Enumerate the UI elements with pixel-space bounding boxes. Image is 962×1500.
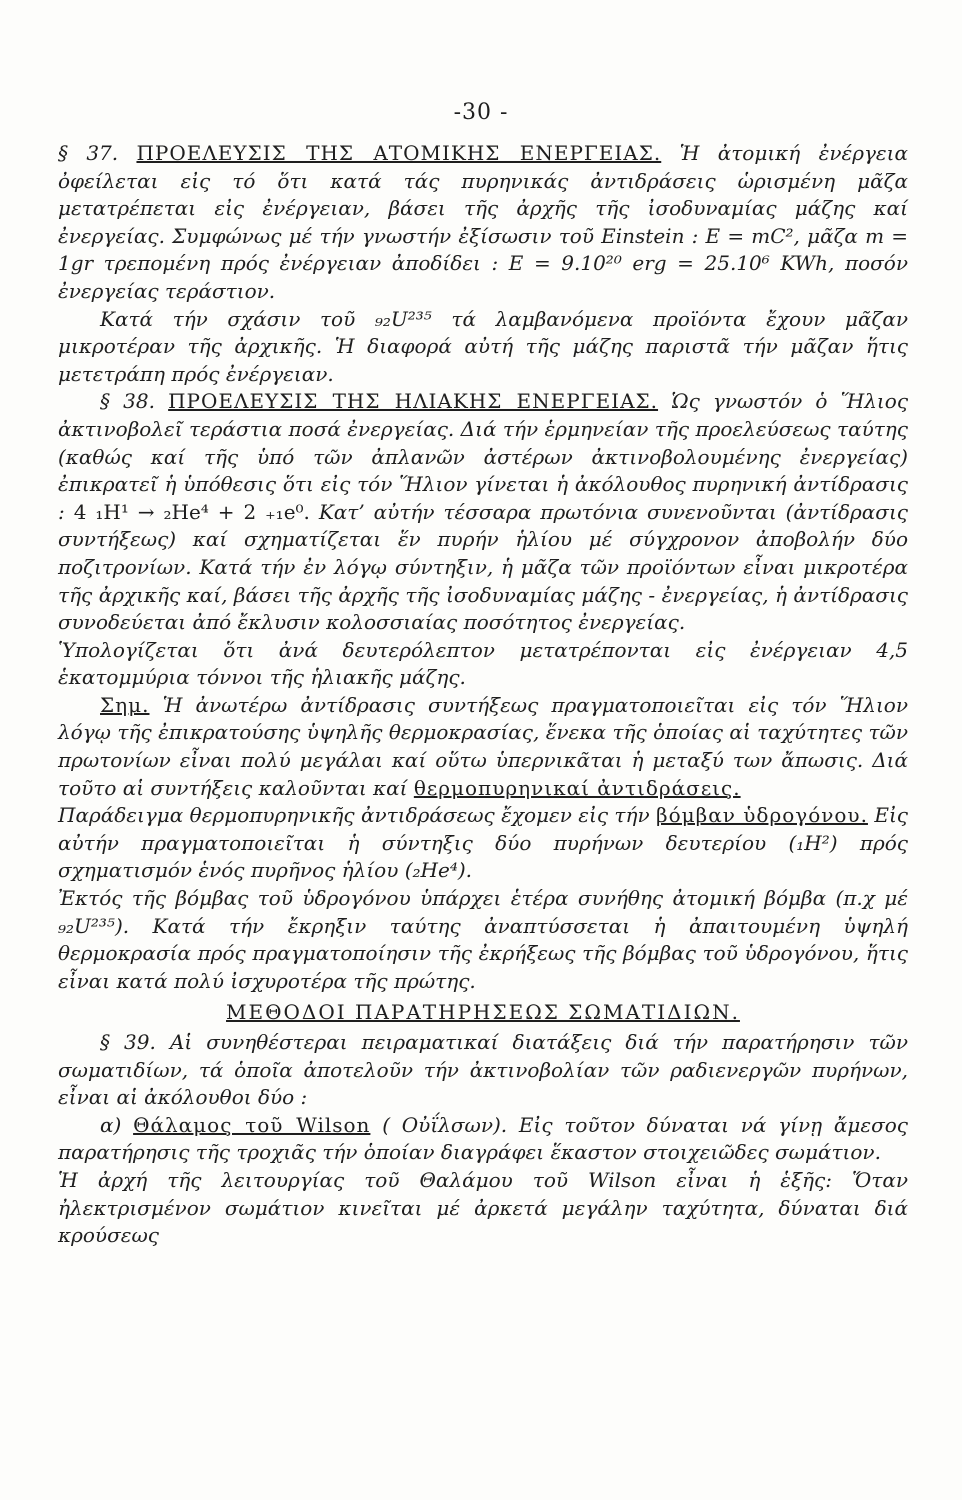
note-paragraph-4: Ἐκτός τῆς βόμβας τοῦ ὑδρογόνου ὑπάρχει ἑτέρα συνήθης ἀτομική βόμβα (π.χ μέ ₉₂U²³⁵). Κατά τήν ἔκρηξιν ταύτης ἀναπτύσσεται ἡ ἀπαιτουμένη ὑψηλή θερμοκρασία πρός πραγματοποίησιν τῆς ἐκρήξεως τῆς βόμβας τοῦ ὑδρογόνου, ἥτις εἶναι κατά πολύ ἰσχυροτέρα τῆς πρώτης. — [58, 886, 908, 993]
note-example — [58, 802, 908, 885]
section-39-item-a — [58, 1112, 908, 1167]
note-label: Σημ. — [100, 692, 150, 717]
note-paragraph-3: Εἰς αὐτήν πραγματοποιεῖται ἡ σύντηξις δύο πυρήνων δευτερίου (₁H²) πρός σχηματισμόν ἑνός πυρῆνος ἡλίου (₂He⁴). — [58, 803, 908, 883]
section-38-paragraph-1: Ὡς γνωστόν ὁ Ἥλιος ἀκτινοβολεῖ τεράστια ποσά ἐνεργείας. Διά τήν ἑρμηνείαν τῆς προελεύσεως ταύτης (καθώς καί τῆς ὑπό τῶν ἀπλανῶν ἀστέρων ἀκτινοβολουμένης ἐνεργείας) ἐπικρατεῖ ἡ ὑπόθεσις ὅτι εἰς τόν Ἥλιον γίνεται ἡ ἀκόλουθος πυρηνική ἀντίδρασις : — [58, 389, 909, 524]
item-a-label: α) — [100, 1112, 122, 1137]
section-37 — [58, 140, 908, 306]
section-39-number: § 39. — [100, 1030, 156, 1054]
section-37-paragraph-2: Κατά τήν σχάσιν τοῦ ₉₂U²³⁵ τά λαμβανόμενα προϊόντα ἔχουν μᾶζαν μικροτέραν τῆς ἀρχικῆς. Ἡ διαφορά αὐτή τῆς μάζης παριστᾶ τήν μᾶζαν ἥτις μετετράπη πρός ἐνέργειαν. — [58, 306, 908, 386]
section-37-paragraph-1: Ἡ ἀτομική ἐνέργεια ὀφείλεται εἰς τό ὅτι κατά τάς πυρηνικάς ἀντιδράσεις ὡρισμένη μᾶζα μετατρέπεται εἰς ἐνέργειαν, βάσει τῆς ἀρχῆς τῆς ἰσοδυναμίας μάζης καί ἐνεργείας. Συμφώνως μέ τήν γνωστήν ἐξίσωσιν τοῦ Einstein : E = mC², μᾶζα m = 1gr τρεπομένη πρός ἐνέργειαν ἀποδίδει : E = 9.10²⁰ erg = 25.10⁶ KWh, ποσόν ἐνεργείας τεράστιον. — [58, 141, 909, 303]
note-block — [58, 692, 908, 802]
section-38-paragraph-3: Ὑπολογίζεται ὅτι ἀνά δευτερόλεπτον μετατρέπονται εἰς ἐνέργειαν 4,5 ἑκατομμύρια τόννοι τῆς ἡλιακῆς μάζης. — [58, 637, 908, 690]
section-38-title: ΠΡΟΕΛΕΥΣΙΣ ΤΗΣ ΗΛΙΑΚΗΣ ΕΝΕΡΓΕΙΑΣ. — [168, 389, 659, 414]
page-number: -30 - — [453, 100, 509, 125]
section-38 — [58, 388, 908, 636]
note-paragraph-1: Ἡ ἀνωτέρω ἀντίδρασις συντήξεως πραγματοποιεῖται εἰς τόν Ἥλιον λόγῳ τῆς ἐπικρατούσης ὑψηλῆς θερμοκρασίας, ἕνεκα τῆς ὁποίας αἱ ταχύτητες τῶν πρωτονίων εἶναι πολύ μεγάλαι καί οὕτω ὑπερνικᾶται ἡ μεταξύ των ἄπωσις. Διά τοῦτο αἱ συντήξεις καλοῦνται καί — [58, 692, 908, 800]
note-term: θερμοπυρηνικαί ἀντιδράσεις. — [413, 775, 741, 800]
page-text — [58, 140, 908, 1250]
section-39 — [58, 1029, 908, 1112]
note-paragraph-2: Παράδειγμα θερμοπυρηνικῆς ἀντιδράσεως ἔχομεν εἰς τήν — [58, 803, 650, 828]
section-37-number: § 37. — [58, 141, 119, 165]
item-a-alt-name: ( Οὐΐλσων). — [382, 1112, 508, 1137]
note-bomb-term: βόμβαν ὑδρογόνου. — [656, 803, 868, 828]
section-39-paragraph-1: Αἱ συνηθέστεραι πειραματικαί διατάξεις διά τήν παρατήρησιν τῶν σωματιδίων, τά ὁποῖα ἀποτελοῦν τήν ἀκτινοβολίαν τῶν ραδιενεργῶν πυρήνων, εἶναι αἱ ἀκόλουθοι δύο : — [58, 1030, 908, 1110]
item-a-title: Θάλαμος τοῦ Wilson — [133, 1112, 371, 1137]
section-37-title: ΠΡΟΕΛΕΥΣΙΣ ΤΗΣ ΑΤΟΜΙΚΗΣ ΕΝΕΡΓΕΙΑΣ. — [136, 141, 662, 165]
item-a-body: Εἰς τοῦτον δύναται νά γίνῃ ἄμεσος παρατήρησις τῆς τροχιᾶς τήν ὁποίαν διαγράφει ἕκαστον στοιχειῶδες σωμάτιον. — [58, 1112, 908, 1165]
methods-heading: ΜΕΘΟΔΟΙ ΠΑΡΑΤΗΡΗΣΕΩΣ ΣΩΜΑΤΙΔΙΩΝ. — [226, 1000, 740, 1025]
section-38-number: § 38. — [100, 389, 155, 414]
section-39-paragraph-2: Ἡ ἀρχή τῆς λειτουργίας τοῦ Θαλάμου τοῦ Wilson εἶναι ἡ ἑξῆς: Ὅταν ἠλεκτρισμένον σωμάτιον κινεῖται μέ ἀρκετά μεγάλην ταχύτητα, δύναται διά κρούσεως — [58, 1167, 908, 1248]
section-38-paragraph-2: Κατ’ αὐτήν τέσσαρα πρωτόνια συνενοῦνται (ἀντίδρασις συντήξεως) καί σχηματίζεται ἕν πυρήν ἡλίου μέ σύγχρονον ἀποβολήν δύο ποζιτρονίων. Κατά τήν ἐν λόγῳ σύντηξιν, ἡ μᾶζα τῶν προϊόντων εἶναι μικροτέρα τῆς ἀρχικῆς καί, βάσει τῆς ἀρχῆς τῆς ἰσοδυναμίας μάζης - ἐνεργείας, ἡ ἀντίδρασις συνοδεύεται ἀπό ἔκλυσιν κολοσσιαίας ποσότητος ἐνεργείας. — [58, 499, 909, 635]
fusion-reaction-formula: 4 ₁H¹ → ₂He⁴ + 2 ₊₁e⁰. — [73, 499, 310, 524]
